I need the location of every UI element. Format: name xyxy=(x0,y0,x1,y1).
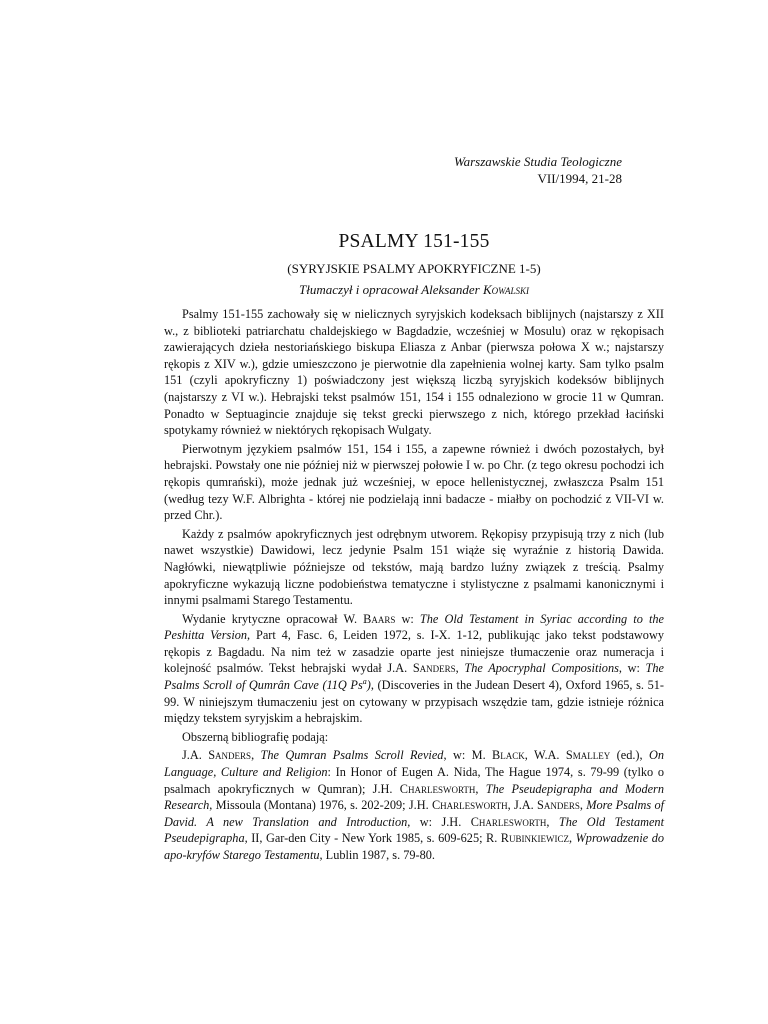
author-name: Sanders xyxy=(412,661,456,676)
author-name: Charlesworth xyxy=(431,798,508,813)
paragraph-3: Każdy z psalmów apokryficznych jest odrębnym utworem. Rękopisy przypisują trzy z nich (lub nawet wszystkie) Dawidowi, lecz jedynie Psalm 151 wiąże się wyraźnie z historią Dawida. Nagłówki, niewątpliwie późniejsze od tekstów, mają bardzo luźny związek z treścią. Psalmy apokryficzne wykazują liczne podobieństwa tematyczne i stylistyczne z psalmami kanonicznymi i innymi psalmami Starego Testamentu. xyxy=(164,526,664,608)
author-name: Rubinkiewicz xyxy=(500,831,569,846)
article-body xyxy=(164,306,664,864)
author-name: Sanders xyxy=(208,748,252,763)
journal-name: Warszawskie Studia Teologiczne xyxy=(453,154,622,169)
text-run: , (Discoveries in the Judean Desert 4), Oxford 1965, s. 51-99. W niniejszym tłumaczeniu jest on cytowany w przypisach wszędzie tam, gdzie istnieje różnica między tekstem syryjskim a hebrajskim. xyxy=(164,678,664,726)
text-run: , xyxy=(475,781,486,796)
text-run: w: xyxy=(395,611,420,626)
article-title: PSALMY 151-155 xyxy=(338,231,490,252)
book-title-text: ) xyxy=(366,678,371,693)
book-title: The Qumran Psalms Scroll Revied xyxy=(260,748,444,763)
translator-surname: Kowalski xyxy=(482,282,529,297)
translator-prefix: Tłumaczył i opracował Aleksander xyxy=(299,282,483,297)
text-run: , w: xyxy=(618,661,646,676)
author-name: Charlesworth xyxy=(399,781,476,796)
text-run: , Missoula (Montana) 1976, s. 202-209; J.H. xyxy=(209,798,432,813)
text-run: J.A. xyxy=(182,748,209,763)
translator-line xyxy=(164,281,664,299)
book-title: The Old Testament in Syriac according to the Peshitta Version xyxy=(164,611,664,643)
text-run: , xyxy=(251,748,261,763)
title-block xyxy=(164,228,664,299)
text-run: II, Gar-den City - New York 1985, s. 609-625; R. xyxy=(247,831,501,846)
paragraph-1: Psalmy 151-155 zachowały się w nielicznych syryjskich kodeksach biblijnych (najstarszy z XII w., z biblioteki patriarchatu chaldejskiego w Bagdadzie, wcześniej w Mosulu) oraz w rękopisach zawierających dzieła nestoriańskiego biskupa Eliasza z Anbar (pierwsza połowa X w.; najstarszy rękopis z XIV w.), gdzie umieszczono je pierwotnie dla zapełnienia wolnej karty. Sam tylko psalm 151 (czyli apokryficzny 1) poświadczony jest większą liczbą syryjskich kodeksów biblijnych (najstarszy z VI w.). Hebrajski tekst psalmów 151, 154 i 155 odnaleziono w grocie 11 w Qumran. Ponadto w Septuagincie znajduje się tekst grecki pierwszego z nich, którego przekład łaciński spotykamy również w niektórych rękopisach Wulgaty. xyxy=(164,307,664,438)
author-name: Black xyxy=(492,748,525,763)
text-run: w: J.H. xyxy=(410,814,471,829)
text-run: , W.A. xyxy=(524,748,566,763)
book-title: On Language, Culture and Religion xyxy=(164,748,665,780)
book-title: Wprowadzenie do apo-kryfów Starego Testamentu, xyxy=(164,831,664,862)
bibliography xyxy=(164,747,664,863)
text-run: Lublin 1987, s. 79-80. xyxy=(322,848,435,862)
paragraph-4 xyxy=(164,611,664,727)
author-name: Baars xyxy=(363,611,396,626)
article-subtitle: (SYRYJSKIE PSALMY APOKRYFICZNE 1-5) xyxy=(287,261,541,276)
book-title: The Old Testament Pseudepigrapha, xyxy=(164,814,664,846)
book-title: More Psalms of David. A new Translation and Introduction, xyxy=(164,798,665,829)
text-run: , J.A. xyxy=(507,798,538,813)
author-name: Sanders xyxy=(537,798,580,813)
text-run: : In Honor of Eugen A. Nida, The Hague 1974, s. 79-99 (tylko o psalmach apokryficznych w Qumran); J.H. xyxy=(164,765,664,796)
text-run: , xyxy=(568,831,576,846)
paragraph-2: Pierwotnym językiem psalmów 151, 154 i 155, a zapewne również i dwóch pozostałych, był hebrajski. Powstały one nie później niż w pierwszej połowie I w. po Chr. (z tego okresu pochodzi ich rękopis qumrański), może jednak już wcześniej, w epoce hellenistycznej, zwłaszcza Psalm 151 (według tezy W.F. Albrighta - której nie podzielają inni badacze - miałby on pochodzić z VII-VI w. przed Chr.). xyxy=(164,441,664,523)
text-run: , xyxy=(579,798,587,813)
superscript: a xyxy=(362,676,367,686)
text-run: (ed.), xyxy=(610,748,649,763)
text-run: , Part 4, Fasc. 6, Leiden 1972, s. I-X. 1-12, publikując jako tekst podstawowy rękopis z Bagdadu. Na nim też w zasadzie oparte jest niniejsze tłumaczenie oraz numeracja i kolejność psalmów. Tekst hebrajski wydał J.A. xyxy=(164,628,664,676)
author-name: Charlesworth xyxy=(470,814,547,829)
text-run: , xyxy=(455,661,465,676)
paragraph-5: Obszerną bibliografię podają: xyxy=(182,729,329,744)
book-title-text: The Psalms Scroll of Qumrân Cave (11Q Ps xyxy=(164,661,664,693)
book-title: The Apocryphal Compositions xyxy=(464,661,619,676)
journal-header xyxy=(454,153,622,187)
volume-pages: VII/1994, 21-28 xyxy=(537,171,622,186)
text-run: , xyxy=(546,814,559,829)
author-name: Smalley xyxy=(565,748,611,763)
text-run: , w: M. xyxy=(443,748,493,763)
book-title: The Pseudepigrapha and Modern Research xyxy=(164,781,664,813)
text-run: Wydanie krytyczne opracował W. xyxy=(182,611,364,626)
